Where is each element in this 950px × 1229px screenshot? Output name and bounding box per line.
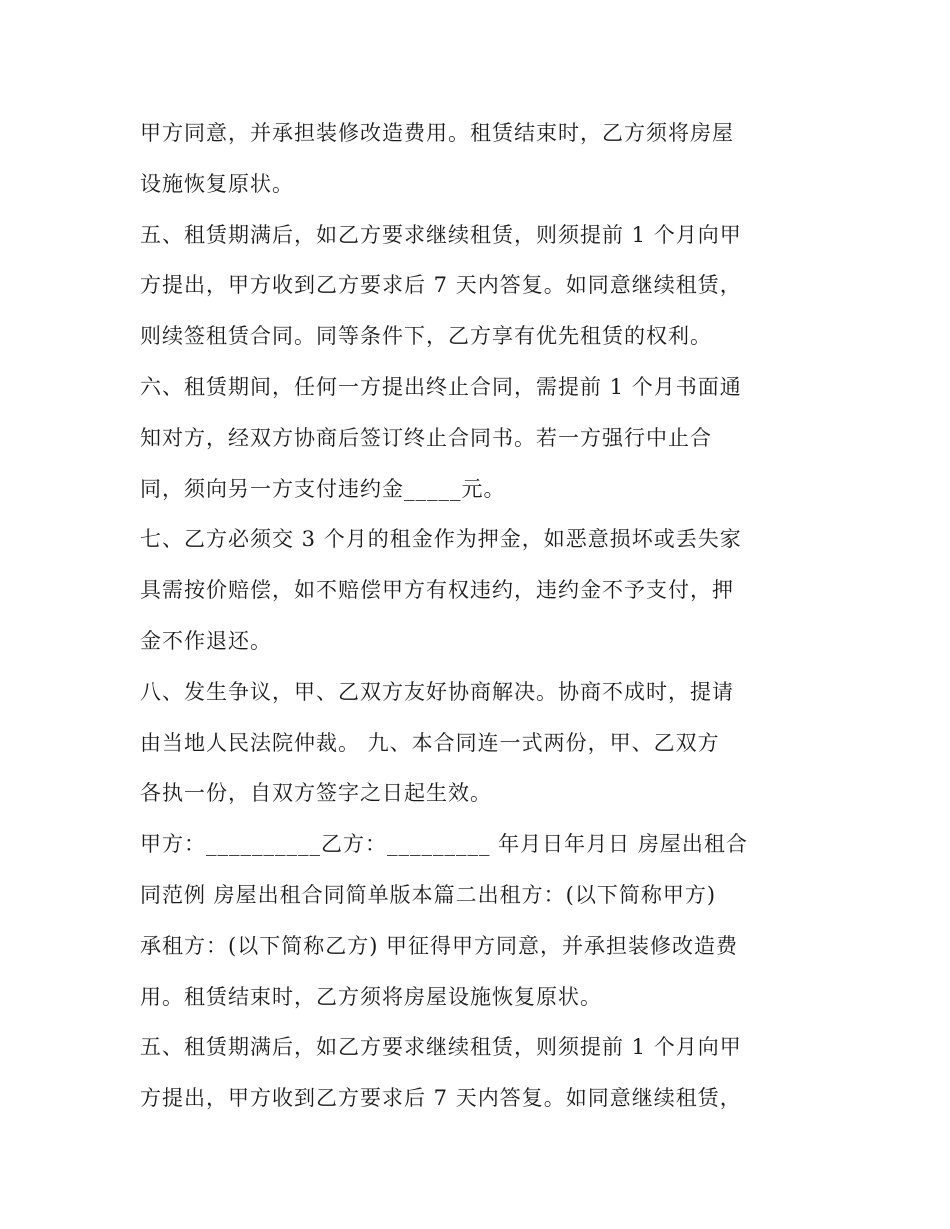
- text-line: 甲方：__________乙方：_________ 年月日年月日 房屋出租合: [140, 832, 748, 857]
- text-line: 同范例 房屋出租合同简单版本篇二出租方：(以下简称甲方): [140, 882, 717, 907]
- text-line: 知对方，经双方协商后签订终止合同书。若一方强行中止合: [140, 425, 712, 450]
- text-line: 则续签租赁合同。同等条件下，乙方享有优先租赁的权利。: [140, 324, 712, 349]
- text-line: 各执一份，自双方签字之日起生效。: [140, 781, 492, 806]
- text-line: 金不作退还。: [140, 628, 272, 653]
- document-body: [140, 108, 830, 1124]
- text-line: 承租方：(以下简称乙方) 甲征得甲方同意，并承担装修改造费: [140, 933, 739, 958]
- text-line: 由当地人民法院仲裁。 九、本合同连一式两份，甲、乙双方: [140, 730, 720, 755]
- text-line: 五、租赁期满后，如乙方要求继续租赁，则须提前 1 个月向甲: [140, 1035, 742, 1060]
- text-line: 方提出，甲方收到乙方要求后 7 天内答复。如同意继续租赁，: [140, 1086, 742, 1111]
- text-line: 五、租赁期满后，如乙方要求继续租赁，则须提前 1 个月向甲: [140, 222, 742, 247]
- text-line: 同，须向另一方支付违约金_____元。: [140, 476, 506, 501]
- text-line: 六、租赁期间，任何一方提出终止合同，需提前 1 个月书面通: [140, 374, 742, 399]
- text-line: 设施恢复原状。: [140, 171, 294, 196]
- text-line: 用。租赁结束时，乙方须将房屋设施恢复原状。: [140, 984, 602, 1009]
- text-line: 甲方同意，并承担装修改造费用。租赁结束时，乙方须将房屋: [140, 121, 734, 145]
- text-line: 方提出，甲方收到乙方要求后 7 天内答复。如同意继续租赁，: [140, 273, 742, 298]
- text-line: 七、乙方必须交 3 个月的租金作为押金，如恶意损坏或丢失家: [140, 527, 742, 552]
- text-line: 八、发生争议，甲、乙双方友好协商解决。协商不成时，提请: [140, 679, 734, 704]
- text-line: 具需按价赔偿，如不赔偿甲方有权违约，违约金不予支付，押: [140, 578, 734, 603]
